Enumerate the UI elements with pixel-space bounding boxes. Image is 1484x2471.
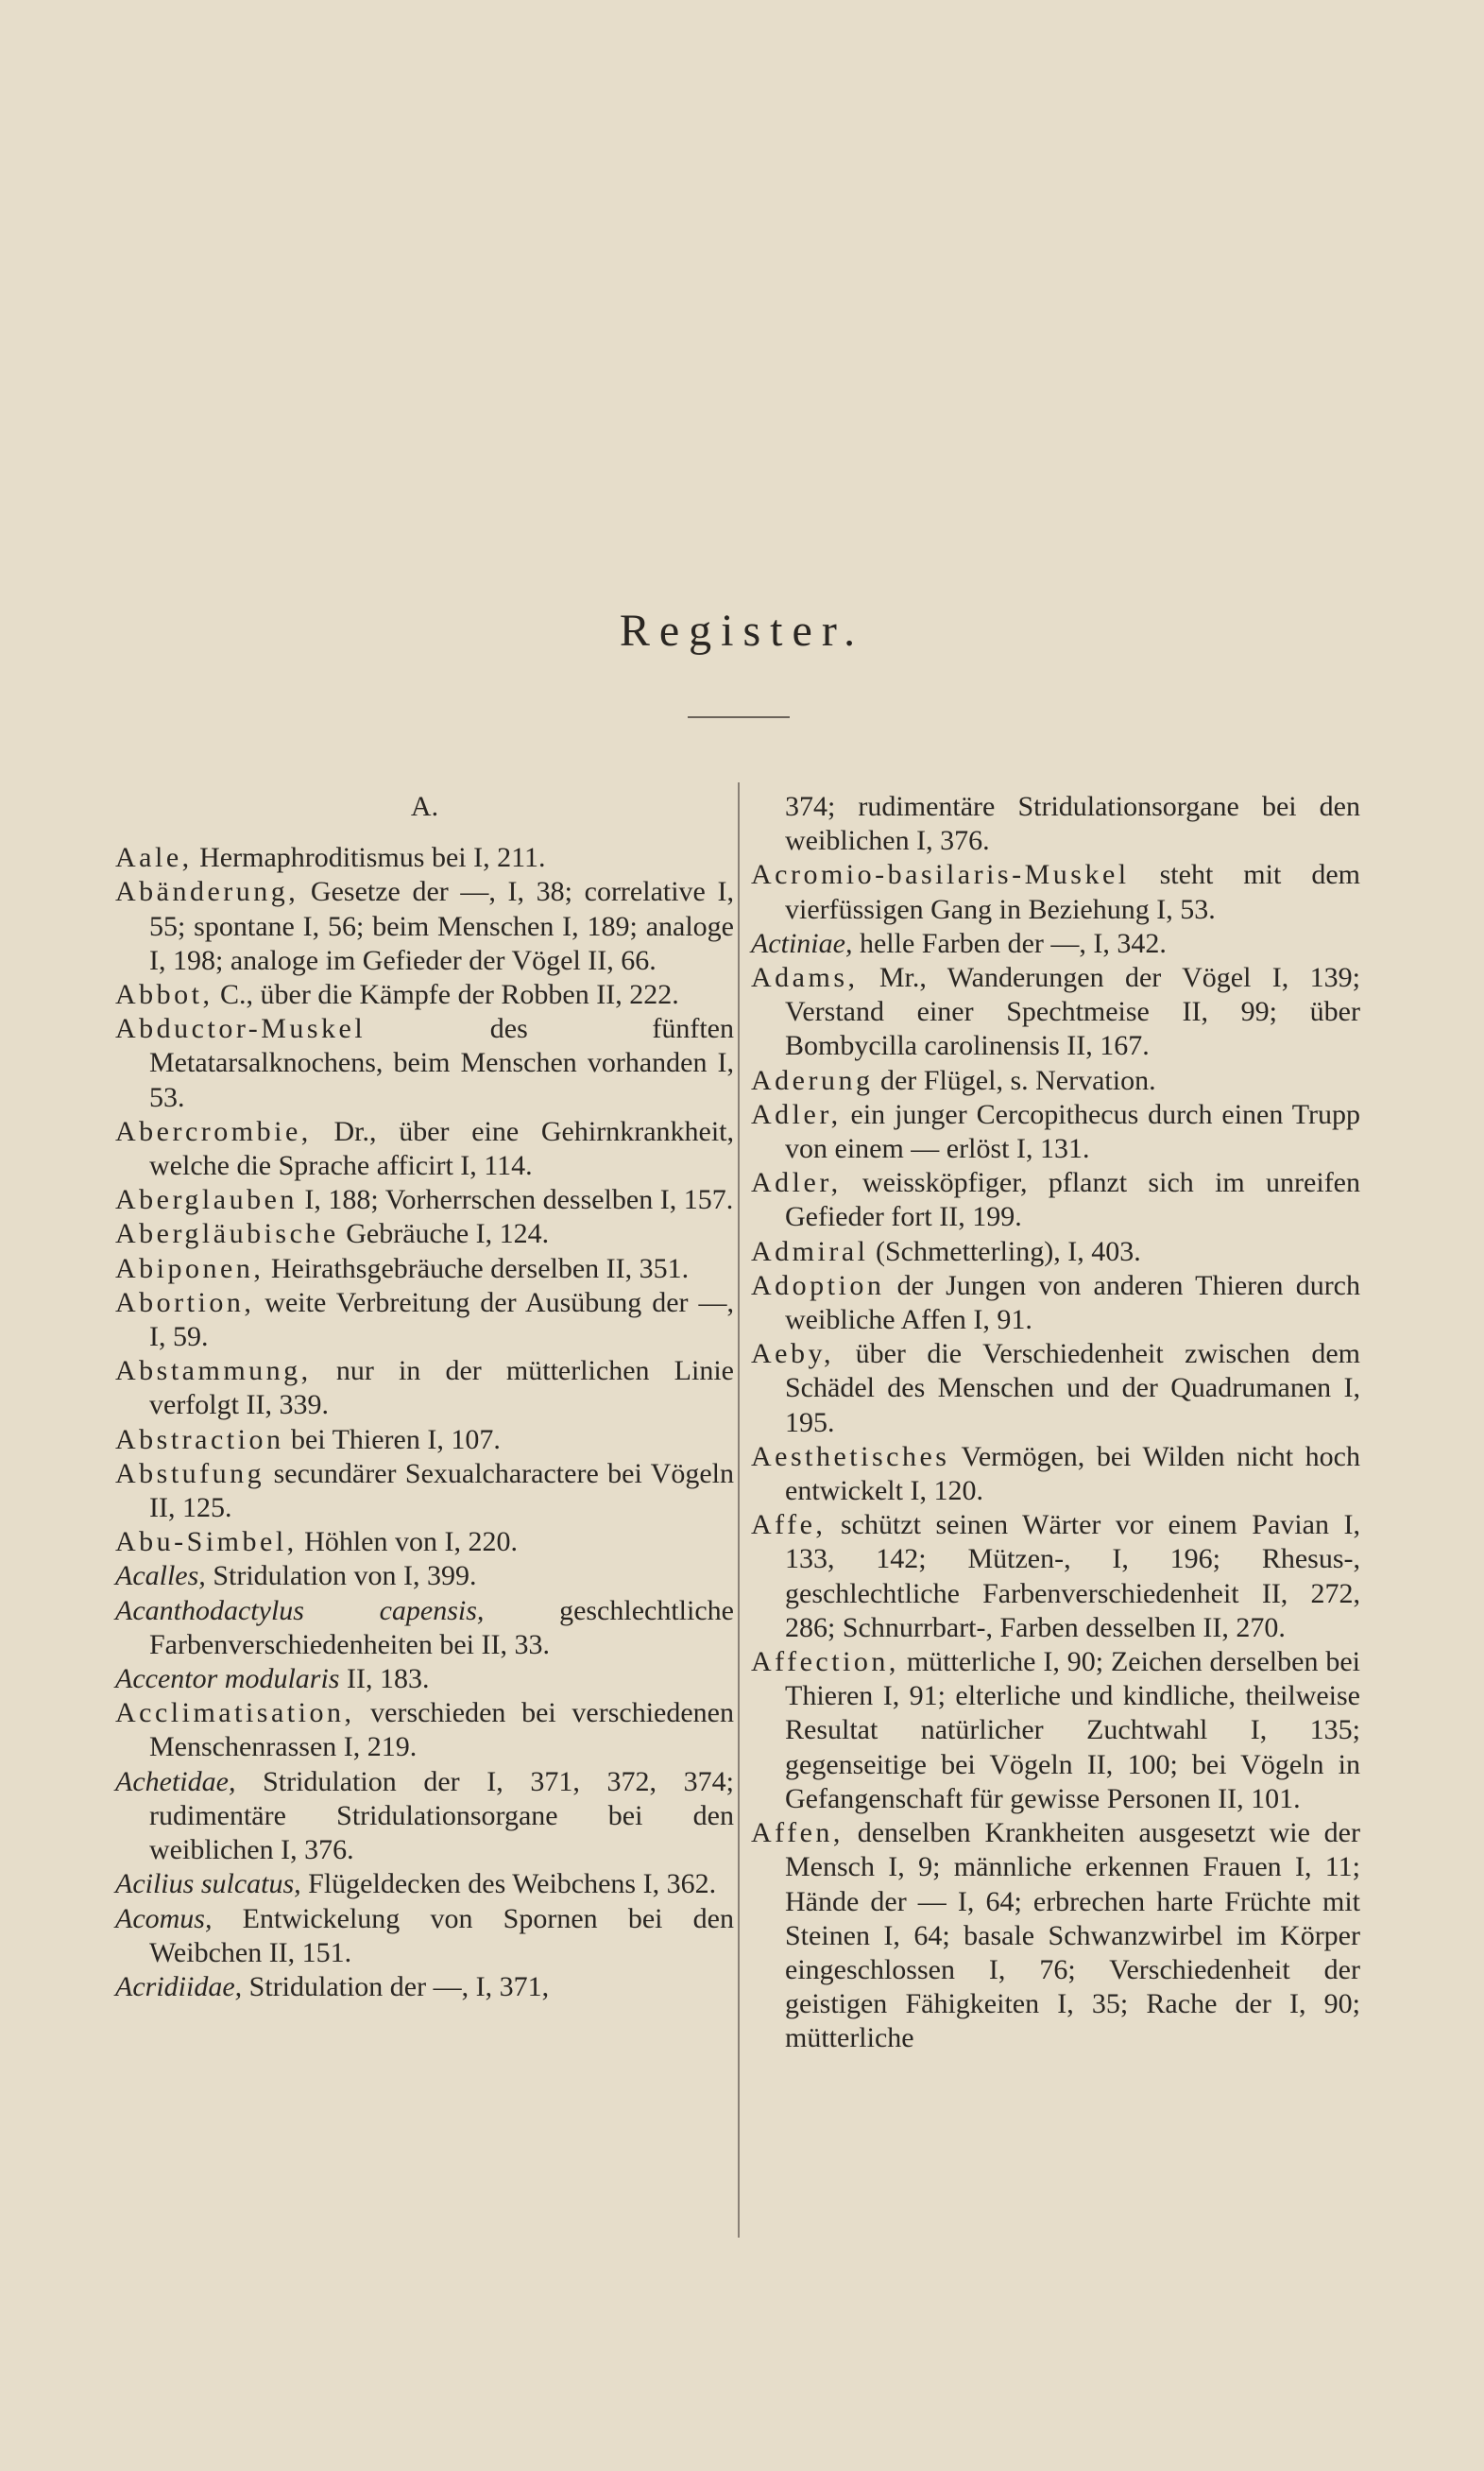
index-entry xyxy=(115,1115,734,1183)
left-entry-list xyxy=(115,841,734,2004)
index-entry xyxy=(751,858,1360,926)
index-entry xyxy=(751,1166,1360,1234)
entry-text: über die Verschiedenheit zwischen dem Schädel des Menschen und der Quadrumanen I, 195. xyxy=(785,1338,1360,1438)
entry-keyword: Adams, xyxy=(751,962,859,994)
entry-keyword: Acridiidae, xyxy=(115,1970,243,2002)
right-entry-list xyxy=(751,858,1360,2055)
entry-keyword: Abortion, xyxy=(115,1286,255,1318)
index-entry xyxy=(751,961,1360,1064)
index-entry xyxy=(115,1217,734,1251)
index-entry xyxy=(751,1508,1360,1645)
entry-keyword: Affection, xyxy=(751,1646,899,1678)
index-entry xyxy=(751,1337,1360,1440)
entry-text: mütterliche I, 90; Zeichen derselben bei Thieren I, 91; elterliche und kindliche, theilweise Resultat natürlicher Zuchtwahl I, 135; gegenseitige bei Vögeln II, 100; bei Vögeln in Gefangenschaft für gewisse Personen II, 101. xyxy=(785,1646,1360,1814)
entry-keyword: Abstufung xyxy=(115,1457,265,1489)
continued-entry-text: 374; rudimentäre Stridulationsorgane bei den weiblichen I, 376. xyxy=(785,791,1360,857)
index-entry xyxy=(115,1252,734,1286)
index-entry xyxy=(115,1457,734,1525)
entry-text: I, 188; Vorherrschen desselben I, 157. xyxy=(297,1184,734,1216)
entry-keyword: Achetidae, xyxy=(115,1765,236,1797)
index-entry xyxy=(751,1064,1360,1098)
entry-text: II, 183. xyxy=(339,1663,430,1695)
index-entry xyxy=(115,1765,734,1868)
entry-text: der Flügel, s. Nervation. xyxy=(873,1064,1156,1096)
entry-text: Stridulation der —, I, 371, xyxy=(242,1970,550,2002)
index-entry xyxy=(115,1559,734,1593)
entry-text: Dr., über eine Gehirnkrankheit, welche die Sprache afficirt I, 114. xyxy=(149,1115,734,1182)
entry-text: Flügeldecken des Weibchens I, 362. xyxy=(300,1868,717,1900)
index-entry xyxy=(115,1970,734,2004)
index-entry xyxy=(115,1902,734,1970)
index-entry xyxy=(751,1098,1360,1166)
entry-text: Höhlen von I, 220. xyxy=(297,1526,518,1558)
index-entry xyxy=(115,1183,734,1217)
entry-text: Mr., Wanderungen der Vögel I, 139; Verstand einer Spechtmeise II, 99; über Bombycilla carolinensis II, 167. xyxy=(785,962,1360,1062)
index-entry xyxy=(115,1662,734,1696)
entry-keyword: Abänderung, xyxy=(115,876,299,908)
index-entry xyxy=(115,1012,734,1115)
entry-keyword: Aberglauben xyxy=(115,1184,298,1216)
entry-keyword: Affe, xyxy=(751,1509,827,1541)
entry-text: Stridulation von I, 399. xyxy=(205,1560,477,1592)
entry-text: Gesetze der —, I, 38; correlative I, 55; spontane I, 56; beim Menschen I, 189; analoge I, 198; analoge im Gefieder der Vögel II, 66. xyxy=(149,876,734,976)
entry-text: weite Verbreitung der Ausübung der —, I, 59. xyxy=(149,1286,734,1353)
entry-text: Hermaphroditismus bei I, 211. xyxy=(192,842,546,874)
entry-keyword: Actiniae, xyxy=(751,927,853,959)
entry-keyword: Abductor-Muskel xyxy=(115,1013,367,1045)
right-column xyxy=(751,790,1360,2056)
entry-text: steht mit dem vierfüssigen Gang in Beziehung I, 53. xyxy=(785,859,1360,925)
title-divider xyxy=(688,716,790,718)
entry-keyword: Aale, xyxy=(115,842,193,874)
entry-keyword: Abiponen, xyxy=(115,1252,264,1284)
entry-text: secundärer Sexualcharactere bei Vögeln II, 125. xyxy=(149,1457,734,1524)
entry-text: Gebräuche I, 124. xyxy=(338,1218,550,1250)
entry-keyword: Admiral xyxy=(751,1235,869,1267)
entry-keyword: Acomus, xyxy=(115,1902,213,1934)
entry-keyword: Abbot, xyxy=(115,979,213,1011)
entry-keyword: Aderung xyxy=(751,1064,874,1096)
entry-text: denselben Krankheiten ausgesetzt wie der Mensch I, 9; männliche erkennen Frauen I, 11; Hände der — I, 64; erbrechen harte Früchte mit Steinen I, 64; basale Schwanzwirbel im Körper eingeschlossen I, 76; Verschiedenheit der geistigen Fähigkeiten I, 35; Rache der I, 90; mütterliche xyxy=(785,1817,1360,2054)
entry-text: schützt seinen Wärter vor einem Pavian I, 133, 142; Mützen-, I, 196; Rhesus-, geschlechtliche Farbenverschiedenheit II, 272, 286; Schnurrbart-, Farben desselben II, 270. xyxy=(785,1509,1360,1643)
entry-text: nur in der mütterlichen Linie verfolgt II, 339. xyxy=(149,1355,734,1421)
index-entry xyxy=(751,1440,1360,1508)
entry-keyword: Acalles, xyxy=(115,1560,206,1592)
entry-text: bei Thieren I, 107. xyxy=(283,1423,501,1455)
index-entry xyxy=(115,1525,734,1559)
entry-keyword: Acilius sulcatus, xyxy=(115,1868,301,1900)
entry-text: C., über die Kämpfe der Robben II, 222. xyxy=(213,979,679,1011)
entry-text: verschieden bei verschiedenen Menschenrassen I, 219. xyxy=(149,1697,734,1763)
entry-keyword: Affen, xyxy=(751,1817,844,1849)
entry-keyword: Aeby, xyxy=(751,1338,835,1370)
page-title: Register. xyxy=(619,606,865,656)
entry-keyword: Adoption xyxy=(751,1269,885,1301)
entry-text: Heirathsgebräuche derselben II, 351. xyxy=(264,1252,690,1284)
entry-text: helle Farben der —, I, 342. xyxy=(852,927,1167,959)
index-entry xyxy=(115,1867,734,1901)
entry-keyword: Abergläubische xyxy=(115,1218,339,1250)
index-entry xyxy=(115,875,734,978)
entry-keyword: Acclimatisation, xyxy=(115,1697,355,1729)
index-entry xyxy=(115,841,734,875)
column-divider xyxy=(738,782,740,2238)
entry-keyword: Acromio-basilaris-Muskel xyxy=(751,859,1130,891)
index-entry xyxy=(115,1286,734,1354)
entry-keyword: Adler, xyxy=(751,1167,842,1199)
index-entry xyxy=(751,1269,1360,1337)
index-entry xyxy=(751,1235,1360,1269)
left-column xyxy=(115,790,734,2004)
entry-text: geschlechtliche Farbenverschiedenheiten bei II, 33. xyxy=(149,1594,734,1660)
entry-keyword: Accentor modularis xyxy=(115,1663,340,1695)
index-entry xyxy=(115,978,734,1012)
entry-text: (Schmetterling), I, 403. xyxy=(868,1235,1141,1267)
index-entry xyxy=(115,1354,734,1422)
entry-text: des fünften Metatarsalknochens, beim Menschen vorhanden I, 53. xyxy=(149,1013,734,1113)
index-entry xyxy=(115,1594,734,1662)
index-entry xyxy=(751,927,1360,961)
entry-text: ein junger Cercopithecus durch einen Trupp von einem — erlöst I, 131. xyxy=(785,1098,1360,1165)
entry-text: Vermögen, bei Wilden nicht hoch entwickelt I, 120. xyxy=(785,1440,1360,1507)
entry-text: Entwickelung von Spornen bei den Weibchen II, 151. xyxy=(149,1902,734,1968)
entry-text: der Jungen von anderen Thieren durch weibliche Affen I, 91. xyxy=(785,1269,1360,1336)
section-letter: A. xyxy=(410,791,439,822)
entry-text: weissköpfiger, pflanzt sich im unreifen Gefieder fort II, 199. xyxy=(785,1167,1360,1233)
index-entry xyxy=(115,1696,734,1764)
entry-text: Stridulation der I, 371, 372, 374; rudimentäre Stridulationsorgane bei den weiblichen I, 376. xyxy=(149,1765,734,1866)
entry-keyword: Aesthetisches xyxy=(751,1440,950,1472)
entry-keyword: Acanthodactylus capensis, xyxy=(115,1594,485,1626)
entry-keyword: Abstammung, xyxy=(115,1355,312,1387)
index-entry xyxy=(115,1423,734,1457)
index-entry xyxy=(751,1816,1360,2055)
entry-keyword: Abercrombie, xyxy=(115,1115,312,1147)
index-entry xyxy=(751,1645,1360,1816)
entry-keyword: Abu-Simbel, xyxy=(115,1526,298,1558)
entry-keyword: Adler, xyxy=(751,1098,842,1130)
entry-keyword: Abstraction xyxy=(115,1423,284,1455)
